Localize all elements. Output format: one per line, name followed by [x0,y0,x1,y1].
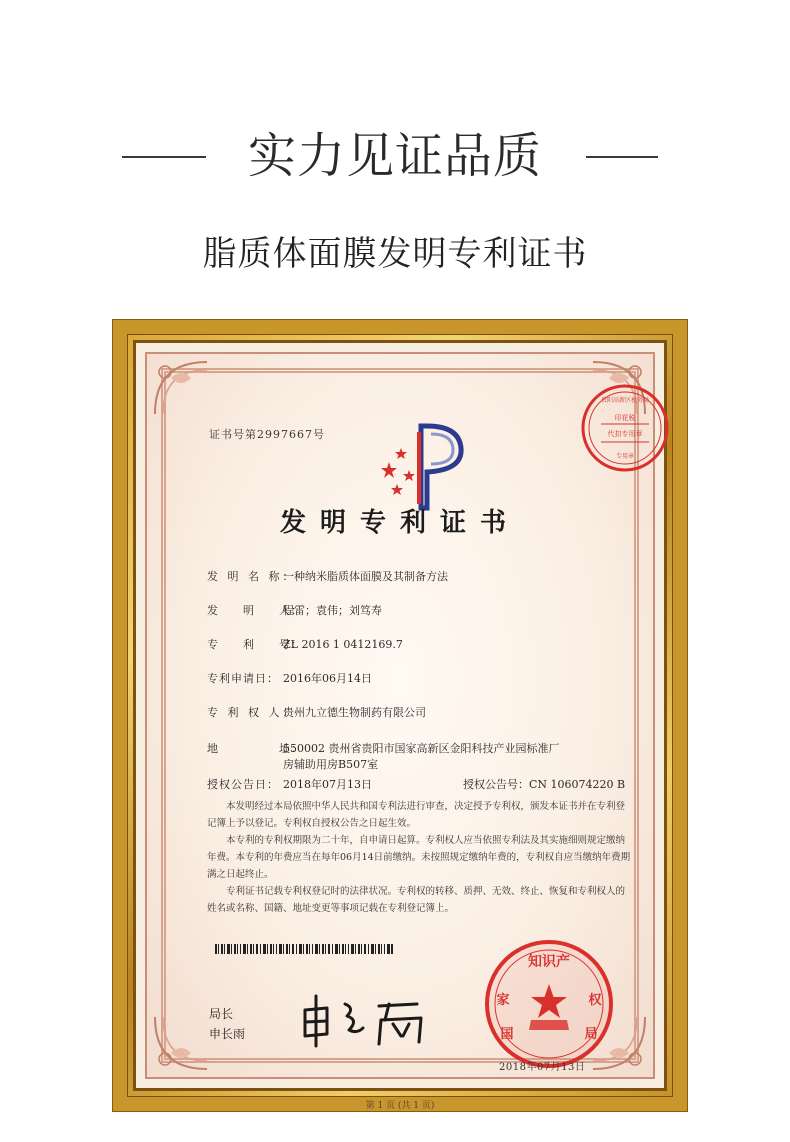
field-label: 专 利 权 人： [207,706,297,719]
body-paragraph: 本专利的专利权期限为二十年，自申请日起算。专利权人应当依照专利法及其实施细则规定缴纳年费。本专利的年费应当在每年06月14日前缴纳。未按照规定缴纳年费的，专利权自应当缴纳年费期满之日起终止。 [207,835,631,880]
patent-office-emblem-icon [375,412,479,512]
svg-text:权: 权 [588,993,602,1008]
commissioner-block [209,1004,245,1044]
seal-date: 2018年07月13日 [499,1062,586,1073]
certificate-paper [145,352,655,1111]
frame-inner-border [133,340,667,1111]
svg-text:国: 国 [500,1027,514,1042]
field-label: 地 址： [207,742,303,755]
page-number: 第 1 页 (共 1 页) [365,1101,435,1111]
field-value: 550002 贵州省贵阳市国家高新区金阳科技产业园标准厂 [283,742,560,755]
title-left-rule [122,156,206,158]
certificate-number: 证书号第2997667号 [209,428,325,441]
field-value: ZL 2016 1 0412169.7 [283,638,403,651]
field-inventor [207,602,382,618]
field-address [207,740,560,756]
field-value: 贵州九立德生物制药有限公司 [283,706,426,719]
field-grant-date [207,776,372,792]
page-title: 实力见证品质 [247,128,542,184]
barcode-icon [215,944,393,954]
tax-stamp-icon [579,382,671,474]
field-invention-name [207,568,448,584]
field-value: 2018年07月13日 [283,778,372,791]
field-label: 专利申请日： [207,672,279,685]
field-value: 2016年06月14日 [283,672,372,685]
field-value: CN 106074220 B [529,778,626,791]
handwritten-signature-icon [297,990,447,1050]
field-patent-no [207,636,403,652]
page-banner [0,118,790,198]
field-label: 发 明 名 称： [207,570,297,583]
body-paragraph: 专利证书记载专利权登记时的法律状况。专利权的转移、质押、无效、终止、恢复和专利权人的姓名或名称、国籍、地址变更等事项记载在专利登记簿上。 [207,886,626,914]
svg-text:代扣专用章: 代扣专用章 [607,430,643,438]
svg-text:专用章: 专用章 [615,453,635,460]
field-label: 发 明 人： [207,604,303,617]
field-value: 程雷；袁伟；刘笃寿 [283,604,382,617]
corner-ornament-icon [151,1013,211,1073]
field-filing-date [207,670,372,686]
corner-ornament-icon [151,358,211,418]
field-patentee [207,704,426,720]
commissioner-name: 申长雨 [209,1027,246,1041]
patent-office-seal-icon [483,938,615,1070]
svg-text:家: 家 [496,993,510,1008]
svg-text:贵阳高新区税务局: 贵阳高新区税务局 [600,397,650,404]
title-right-rule [586,156,658,158]
field-label: 授权公告号： [463,778,529,791]
svg-text:局: 局 [584,1027,598,1042]
field-address-line2: 房辅助用房B507室 [283,758,379,771]
field-value: 一种纳米脂质体面膜及其制备方法 [283,570,448,583]
page-subtitle: 脂质体面膜发明专利证书 [202,234,588,274]
svg-text:知识产: 知识产 [528,954,570,970]
svg-text:印花税: 印花税 [614,414,636,422]
field-label: 授权公告日： [207,778,279,791]
certificate-body [207,798,631,917]
body-paragraph: 本发明经过本局依照中华人民共和国专利法进行审查，决定授予专利权，颁发本证书并在专利登记簿上予以登记。专利权自授权公告之日起生效。 [207,801,626,829]
certificate-title: 发明专利证书 [279,508,520,538]
commissioner-title: 局长 [209,1007,234,1021]
field-label: 专 利 号： [207,638,303,651]
field-grant-no [463,776,625,792]
certificate-frame [113,320,687,1111]
